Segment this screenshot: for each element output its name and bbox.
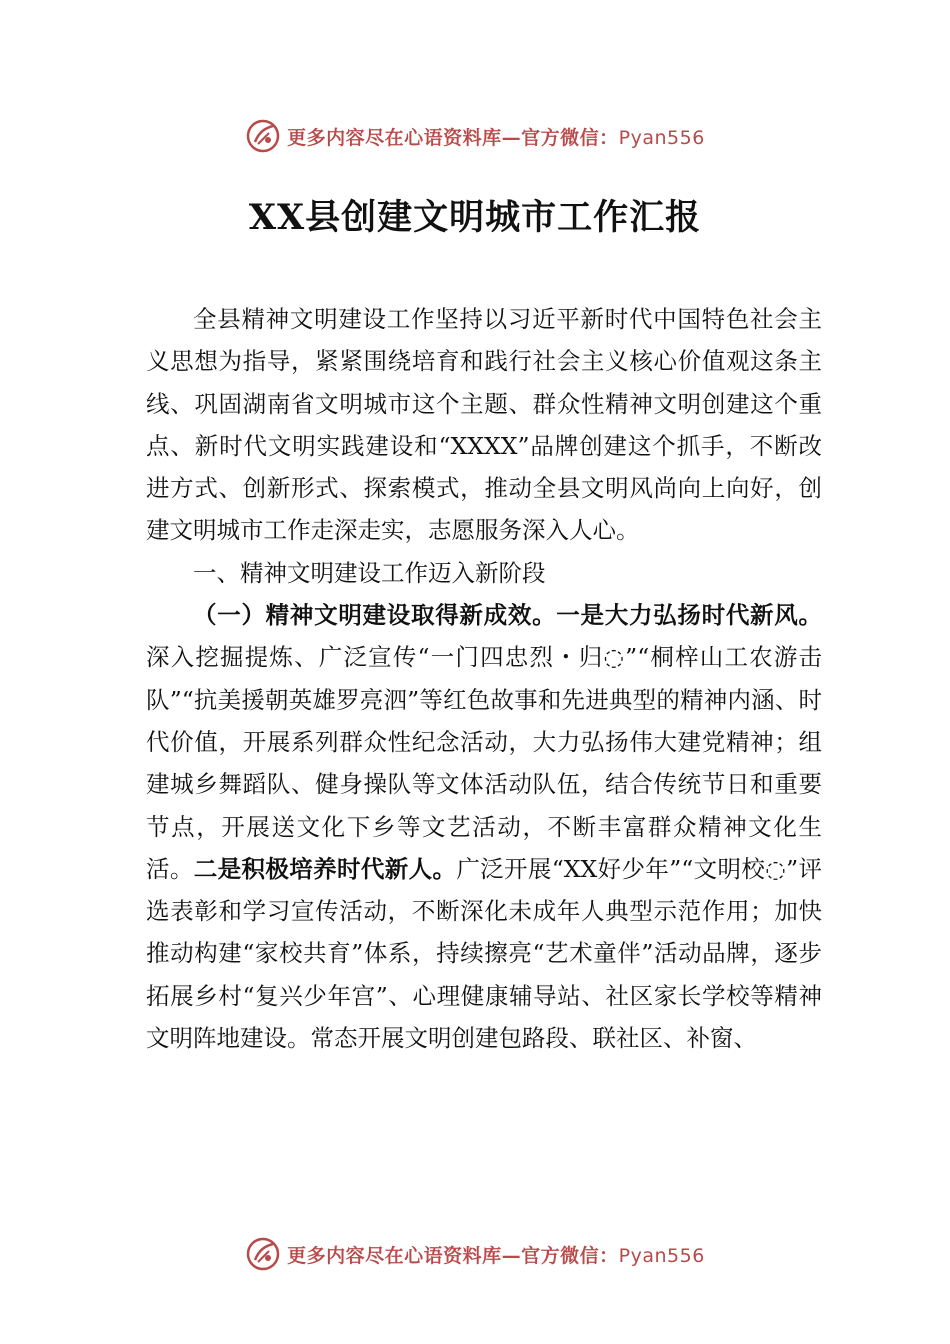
document-body bbox=[146, 298, 822, 1059]
watermark-footer bbox=[0, 1232, 950, 1276]
paragraph-text-b: 广泛开展“XX好少年”“文明校◌”评选表彰和学习宣传活动，不断深化未成年人典型示范作用；加快推动构建“家校共育”体系，持续擦亮“艺术童伴”活动品牌，逐步拓展乡村“复兴少年宫”、心理健康辅导站、社区家长学校等精神文明阵地建设。常态开展文明创建包路段、联社区、补窗、 bbox=[146, 854, 823, 1053]
subheading-first: （一）精神文明建设取得新成效。一是大力弘扬时代新风。 bbox=[193, 601, 822, 630]
subheading-second: 二是积极培养时代新人。 bbox=[193, 854, 457, 883]
watermark-id: Pyan556 bbox=[618, 1244, 705, 1267]
brand-logo-icon bbox=[245, 118, 281, 154]
watermark-text: 更多内容尽在心语资料库—官方微信：Pyan556 bbox=[287, 1244, 705, 1267]
paragraph-text-a: 深入挖掘提炼、广泛宣传“一门四忠烈・归◌”“桐梓山工农游击队”“抗美援朝英雄罗亮泗”等红色故事和先进典型的精神内涵、时代价值，开展系列群众性纪念活动，大力弘扬伟大建党精神；组建城乡舞蹈队、健身操队等文体活动队伍，结合传统节日和重要节点，开展送文化下乡等文艺活动，不断丰富群众精神文化生活。 bbox=[146, 643, 822, 883]
section-paragraph bbox=[146, 594, 822, 1059]
document-title: XX县创建文明城市工作汇报 bbox=[248, 197, 702, 238]
watermark-text: 更多内容尽在心语资料库—官方微信：Pyan556 bbox=[287, 126, 705, 149]
intro-paragraph: 全县精神文明建设工作坚持以习近平新时代中国特色社会主义思想为指导，紧紧围绕培育和践行社会主义核心价值观这条主线、巩固湖南省文明城市这个主题、群众性精神文明创建这个重点、新时代文明实践建设和“XXXX”品牌创建这个抓手，不断改进方式、创新形式、探索模式，推动全县文明风尚向上向好，创建文明城市工作走深走实，志愿服务深入人心。 bbox=[146, 305, 822, 545]
watermark-id: Pyan556 bbox=[618, 126, 705, 149]
watermark-header bbox=[0, 114, 950, 158]
brand-logo-icon bbox=[245, 1236, 281, 1272]
section-heading: 一、精神文明建设工作迈入新阶段 bbox=[193, 558, 546, 587]
